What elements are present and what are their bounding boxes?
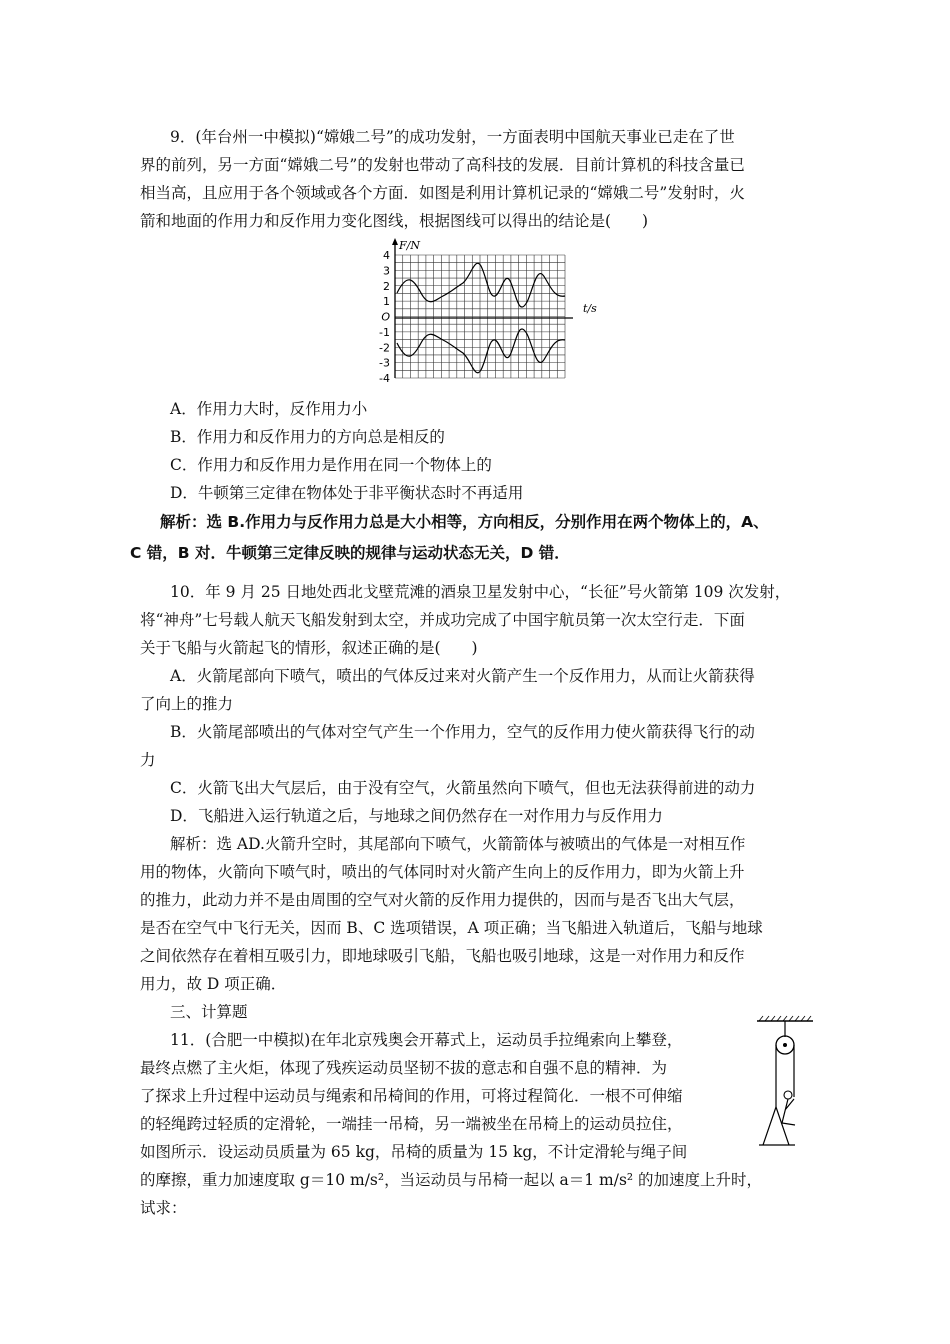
q11-line-6: 的摩擦，重力加速度取 g＝10 m/s²，当运动员与吊椅一起以 a＝1 m/s² 的加速度上升时， (140, 1171, 763, 1189)
graph-y-tick: 3 (383, 264, 390, 278)
section-title-calculation: 三、计算题 (170, 1003, 248, 1021)
q10-line-3: 关于飞船与火箭起飞的情形，叙述正确的是( ) (140, 639, 478, 657)
q11-line-5: 如图所示．设运动员质量为 65 kg，吊椅的质量为 15 kg，不计定滑轮与绳子间 (140, 1143, 688, 1161)
reaction-force-curve (397, 329, 565, 373)
q9-line-1: 9．(年台州一中模拟)“嫦娥二号”的成功发射，一方面表明中国航天事业已走在了世 (170, 128, 735, 146)
q10-option-b-1: B．火箭尾部喷出的气体对空气产生一个作用力，空气的反作用力使火箭获得飞行的动 (170, 723, 755, 741)
q10-option-a-1: A．火箭尾部向下喷气，喷出的气体反过来对火箭产生一个反作用力，从而让火箭获得 (170, 667, 755, 685)
q10-option-a-2: 了向上的推力 (140, 695, 234, 713)
q10-option-c: C．火箭飞出大气层后，由于没有空气，火箭虽然向下喷气，但也无法获得前进的动力 (170, 779, 756, 797)
q10-analysis-line-3: 的推力，此动力并不是由周围的空气对火箭的反作用力提供的，因而与是否飞出大气层， (140, 891, 745, 909)
graph-y-label: F/N (399, 239, 420, 252)
q10-analysis-line-6: 用力，故 D 项正确． (140, 975, 287, 993)
graph-y-tick: 2 (383, 279, 390, 293)
q11-line-1: 11．(合肥一中模拟)在年北京残奥会开幕式上，运动员手拉绳索向上攀登， (170, 1031, 683, 1049)
graph-y-tick: -2 (379, 341, 390, 355)
q11-line-4: 的轻绳跨过轻质的定滑轮，一端挂一吊椅，另一端被坐在吊椅上的运动员拉住， (140, 1115, 683, 1133)
graph-y-tick: -4 (379, 372, 390, 383)
q10-analysis-line-2: 用的物体，火箭向下喷气时，喷出的气体同时对火箭产生向上的反作用力，即为火箭上升 (140, 863, 745, 881)
q10-analysis-line-1: 解析：选 AD.火箭升空时，其尾部向下喷气，火箭箭体与被喷出的气体是一对相互作 (170, 835, 746, 853)
action-force-curve (397, 263, 565, 307)
pulley-chair-diagram (755, 1015, 815, 1150)
q11-line-7: 试求： (140, 1199, 187, 1217)
q9-line-3: 相当高，且应用于各个领域或各个方面．如图是利用计算机记录的“嫦娥二号”发射时，火 (140, 184, 745, 202)
q9-analysis-line-2: C 错，B 对．牛顿第三定律反映的规律与运动状态无关，D 错． (130, 544, 570, 562)
graph-y-tick: -3 (379, 356, 390, 370)
q10-option-b-2: 力 (140, 751, 156, 769)
graph-y-tick: O (381, 310, 390, 324)
q9-option-d: D．牛顿第三定律在物体处于非平衡状态时不再适用 (170, 484, 524, 502)
q10-option-d: D．飞船进入运行轨道之后，与地球之间仍然存在一对作用力与反作用力 (170, 807, 663, 825)
q10-line-2: 将“神舟”七号载人航天飞船发射到太空，并成功完成了中国宇航员第一次太空行走．下面 (140, 611, 745, 629)
graph-x-label: t/s (583, 302, 597, 315)
graph-y-tick: 4 (383, 249, 390, 262)
graph-y-tick: 1 (383, 295, 390, 309)
q10-analysis-line-5: 之间依然存在着相互吸引力，即地球吸引飞船，飞船也吸引地球，这是一对作用力和反作 (140, 947, 745, 965)
q9-option-b: B．作用力和反作用力的方向总是相反的 (170, 428, 445, 446)
q11-line-3: 了探求上升过程中运动员与绳索和吊椅间的作用，可将过程简化．一根不可伸缩 (140, 1087, 683, 1105)
graph-y-arrow (392, 238, 398, 245)
q9-analysis-line-1: 解析：选 B.作用力与反作用力总是大小相等，方向相反，分别作用在两个物体上的，A、 (160, 513, 769, 531)
q10-analysis-line-4: 是否在空气中飞行无关，因而 B、C 选项错误，A 项正确；当飞船进入轨道后，飞船与地球 (140, 919, 763, 937)
force-time-graph (355, 238, 600, 383)
q9-line-2: 界的前列，另一方面“嫦娥二号”的发射也带动了高科技的发展．目前计算机的科技含量已 (140, 156, 745, 174)
q11-line-2: 最终点燃了主火炬，体现了残疾运动员坚韧不拔的意志和自强不息的精神．为 (140, 1059, 668, 1077)
q9-option-c: C．作用力和反作用力是作用在同一个物体上的 (170, 456, 492, 474)
q9-line-4: 箭和地面的作用力和反作用力变化图线，根据图线可以得出的结论是( ) (140, 212, 649, 230)
q9-option-a: A．作用力大时，反作用力小 (170, 400, 368, 418)
q10-line-1: 10．年 9 月 25 日地处西北戈壁荒滩的酒泉卫星发射中心，“长征”号火箭第 109 次发射， (170, 583, 791, 601)
graph-y-tick: -1 (379, 325, 390, 339)
